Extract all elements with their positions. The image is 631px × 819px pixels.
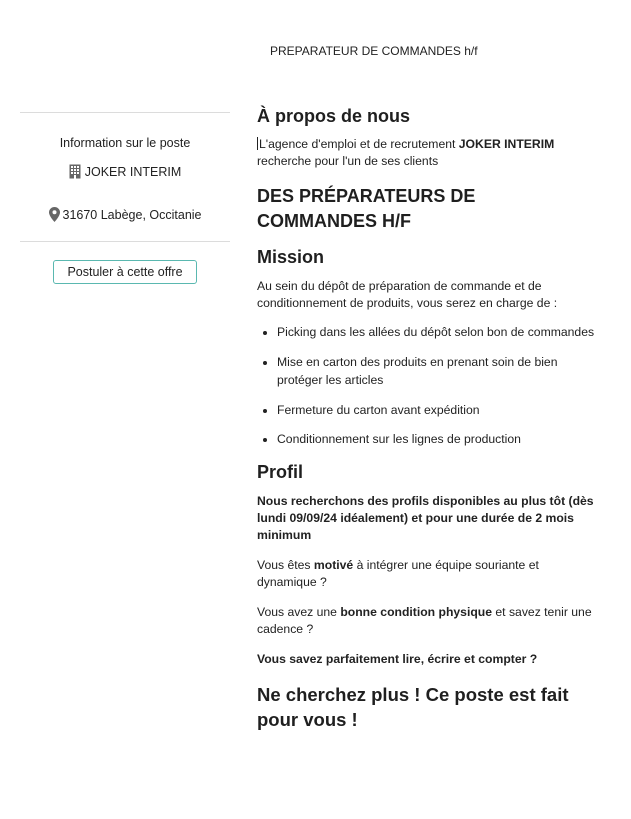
agency-name: JOKER INTERIM (458, 137, 555, 151)
list-item: • Conditionnement sur les lignes de production (277, 430, 597, 449)
list-item: • Fermeture du carton avant expédition (277, 401, 597, 420)
about-text: L'agence d'emploi et de recrutement JOKER INTERIM recherche pour l'un de ses clients (257, 137, 555, 168)
text-cursor (257, 137, 258, 150)
company-name: JOKER INTERIM (84, 164, 182, 179)
skills-text: Vous savez parfaitement lire, écrire et compter ? (257, 651, 538, 666)
list-item: • Mise en carton des produits en prenant soin de bien protéger les articles (277, 353, 597, 390)
job-description (257, 103, 597, 732)
availability-text: Nous recherchons des profils disponibles au plus tôt (dès lundi 09/09/24 idéalement) et pour une durée de 2 mois minimum (257, 493, 594, 542)
sidebar-heading: Information sur le poste (59, 136, 191, 150)
motivation-text: Vous êtes motivé à intégrer une équipe souriante et dynamique ? (257, 557, 539, 589)
job-title-heading: DES PRÉPARATEURS DE COMMANDES H/F (257, 186, 476, 231)
apply-button[interactable]: Postuler à cette offre (53, 260, 196, 284)
profile-heading: Profil (257, 461, 304, 482)
closing-heading: Ne cherchez plus ! Ce poste est fait pour vous ! (257, 683, 569, 730)
job-page-title: PREPARATEUR DE COMMANDES h/f (270, 44, 478, 58)
mission-list (257, 323, 597, 449)
about-heading: À propos de nous (257, 106, 410, 126)
mission-intro: Au sein du dépôt de préparation de commande et de conditionnement de produits, vous serez en charge de : (257, 279, 558, 310)
mission-heading: Mission (257, 247, 325, 267)
list-item: • Picking dans les allées du dépôt selon bon de commandes (277, 323, 597, 342)
divider (20, 112, 230, 113)
location-row (20, 207, 230, 222)
condition-text: Vous avez une bonne condition physique et savez tenir une cadence ? (257, 604, 592, 636)
job-info-sidebar (20, 112, 230, 284)
company-row (20, 164, 230, 179)
map-pin-icon (49, 207, 60, 222)
building-icon (69, 164, 81, 179)
divider (20, 241, 230, 242)
location-text: 31670 Labège, Occitanie (62, 207, 202, 222)
